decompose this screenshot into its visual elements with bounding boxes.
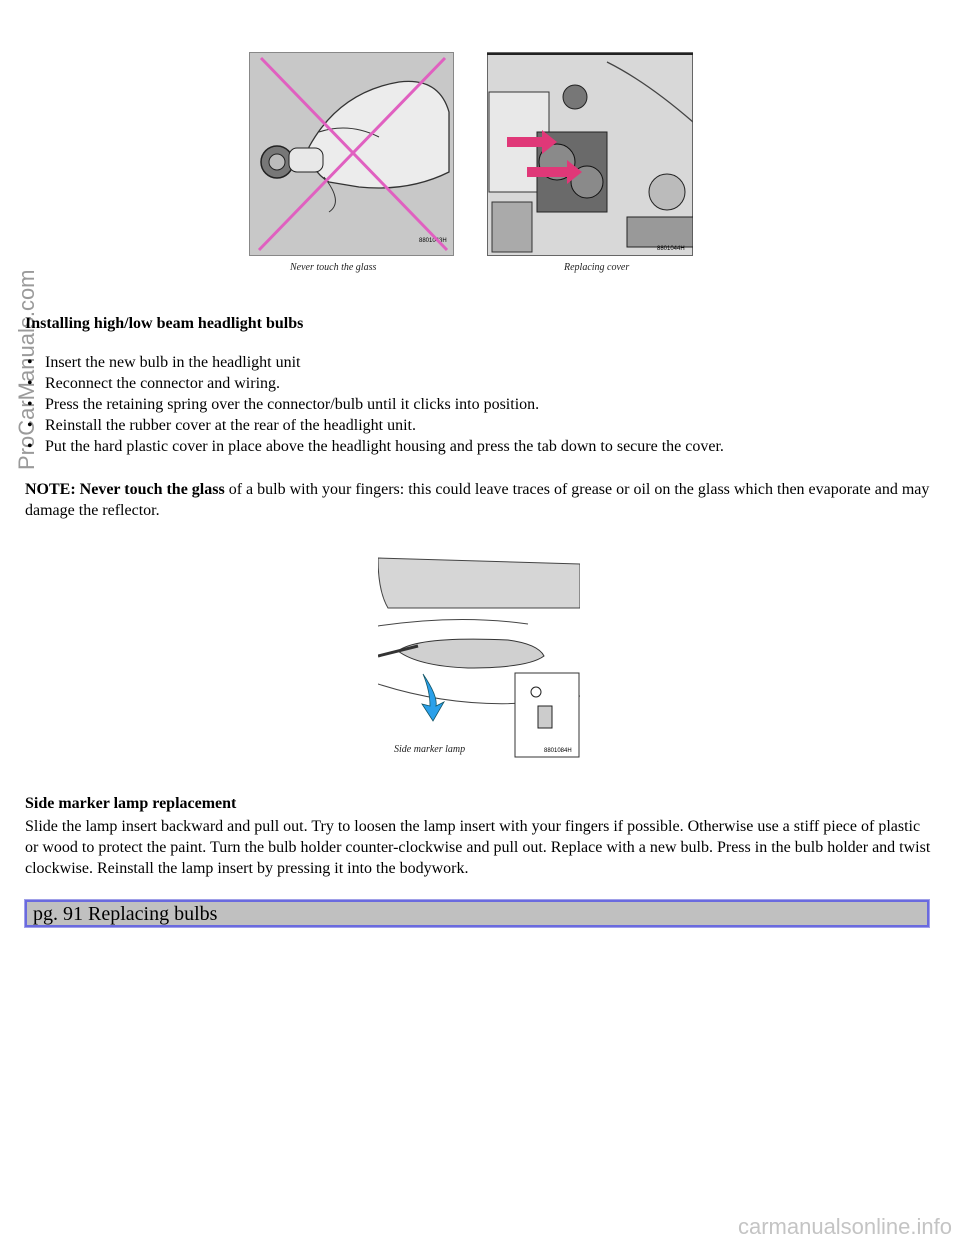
page-footer-bar bbox=[25, 900, 929, 927]
list-item: • Insert the new bulb in the headlight unit bbox=[25, 352, 724, 373]
note-label: NOTE: Never touch the glass bbox=[25, 481, 225, 498]
figure-code: 8801043H bbox=[419, 238, 447, 244]
list-item: • Press the retaining spring over the connector/bulb until it clicks into position. bbox=[25, 394, 724, 415]
instruction-list bbox=[25, 352, 724, 457]
bottom-watermark: carmanualsonline.info bbox=[737, 1214, 952, 1239]
page-footer-label: pg. 91 Replacing bulbs bbox=[33, 903, 218, 925]
list-item: • Put the hard plastic cover in place above the headlight housing and press the tab down to secure the cover. bbox=[25, 436, 724, 457]
side-marker-lamp-figure bbox=[378, 556, 580, 758]
side-watermark: ProCarManuals.com bbox=[14, 269, 39, 470]
note-text: of a bulb with your fingers: this could leave traces of grease or oil on the glass which then evaporate and may damage the reflector. bbox=[25, 481, 930, 519]
replacing-cover-figure bbox=[487, 52, 693, 256]
list-item: • Reconnect the connector and wiring. bbox=[25, 373, 724, 394]
figure-code: 8801084H bbox=[544, 748, 572, 754]
list-item: • Reinstall the rubber cover at the rear of the headlight unit. bbox=[25, 415, 724, 436]
never-touch-glass-figure bbox=[249, 52, 454, 256]
section-heading: Installing high/low beam headlight bulbs bbox=[25, 315, 304, 332]
side-marker-paragraph: Slide the lamp insert backward and pull out. Try to loosen the lamp insert with your fingers if possible. Otherwise use a stiff piece of plastic or wood to protect the paint. Turn the bulb holder counter-clockwise and pull out. Replace with a new bulb. Press in the bulb holder and twist clockwise. Reinstall the lamp insert by pressing it into the bodywork. bbox=[25, 818, 931, 877]
side-marker-caption: Side marker lamp bbox=[394, 744, 466, 755]
figure-code: 8801044H bbox=[657, 246, 685, 252]
never-touch-glass-caption: Never touch the glass bbox=[290, 262, 377, 273]
replacing-cover-caption: Replacing cover bbox=[564, 262, 630, 273]
note-paragraph bbox=[25, 479, 935, 521]
section-heading: Side marker lamp replacement bbox=[25, 795, 237, 812]
